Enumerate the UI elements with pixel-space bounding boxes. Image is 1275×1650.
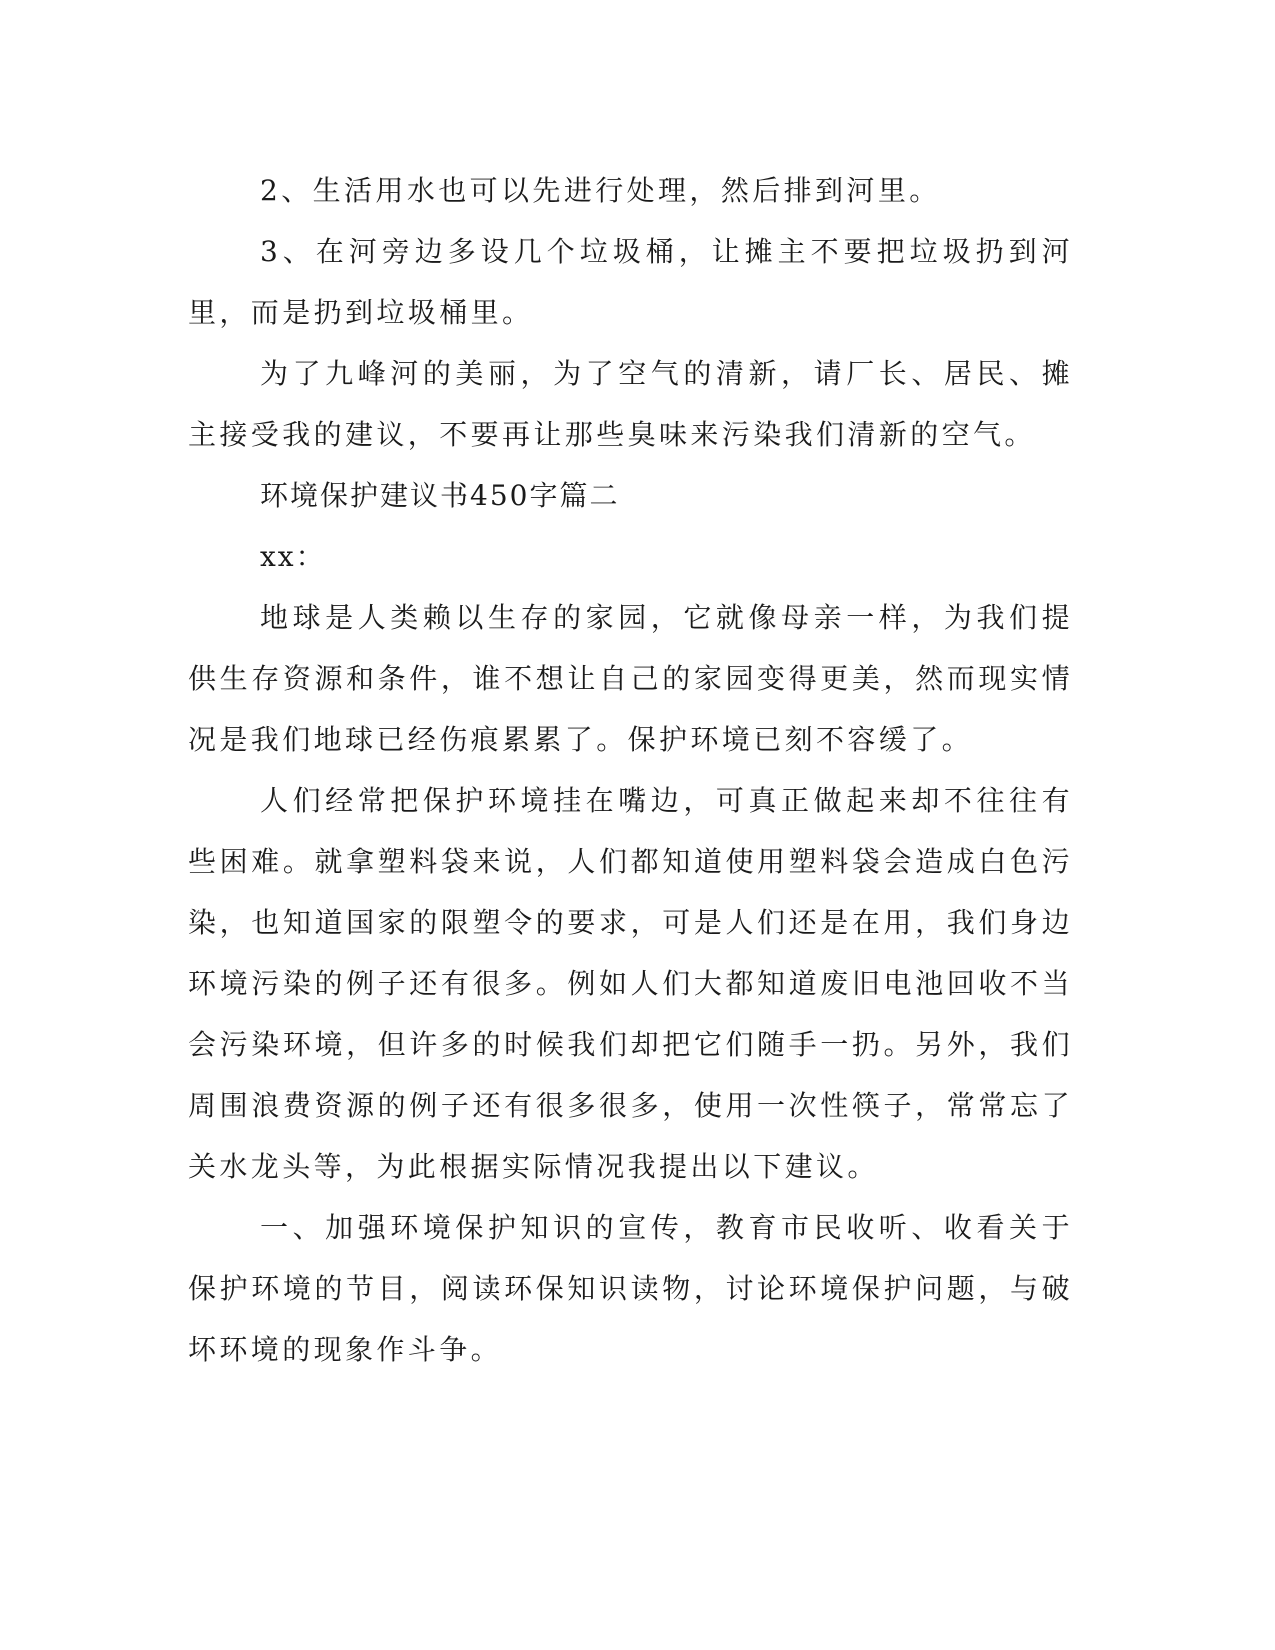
paragraph-examples: 人们经常把保护环境挂在嘴边，可真正做起来却不往往有些困难。就拿塑料袋来说，人们都知道使用塑料袋会造成白色污染，也知道国家的限塑令的要求，可是人们还是在用，我们身边环境污染的例子还有很多。例如人们大都知道废旧电池回收不当会污染环境，但许多的时候我们却把它们随手一扔。另外，我们周围浪费资源的例子还有很多很多，使用一次性筷子，常常忘了关水龙头等，为此根据实际情况我提出以下建议。 — [188, 784, 1073, 1183]
section-heading: 环境保护建议书450字篇二 — [260, 479, 620, 512]
paragraph-earth: 地球是人类赖以生存的家园，它就像母亲一样，为我们提供生存资源和条件，谁不想让自己的家园变得更美，然而现实情况是我们地球已经伤痕累累了。保护环境已刻不容缓了。 — [188, 601, 1073, 756]
paragraph-appeal: 为了九峰河的美丽，为了空气的清新，请厂长、居民、摊主接受我的建议，不要再让那些臭味来污染我们清新的空气。 — [188, 357, 1073, 451]
salutation: xx： — [260, 540, 326, 573]
paragraph-list-item-3: 3、在河旁边多设几个垃圾桶，让摊主不要把垃圾扔到河里，而是扔到垃圾桶里。 — [188, 235, 1073, 329]
paragraph-suggestion-1: 一、加强环境保护知识的宣传，教育市民收听、收看关于保护环境的节目，阅读环保知识读物，讨论环境保护问题，与破坏环境的现象作斗争。 — [188, 1211, 1073, 1366]
paragraph-list-item-2: 2、生活用水也可以先进行处理，然后排到河里。 — [260, 174, 941, 207]
document-body — [188, 160, 1073, 1380]
